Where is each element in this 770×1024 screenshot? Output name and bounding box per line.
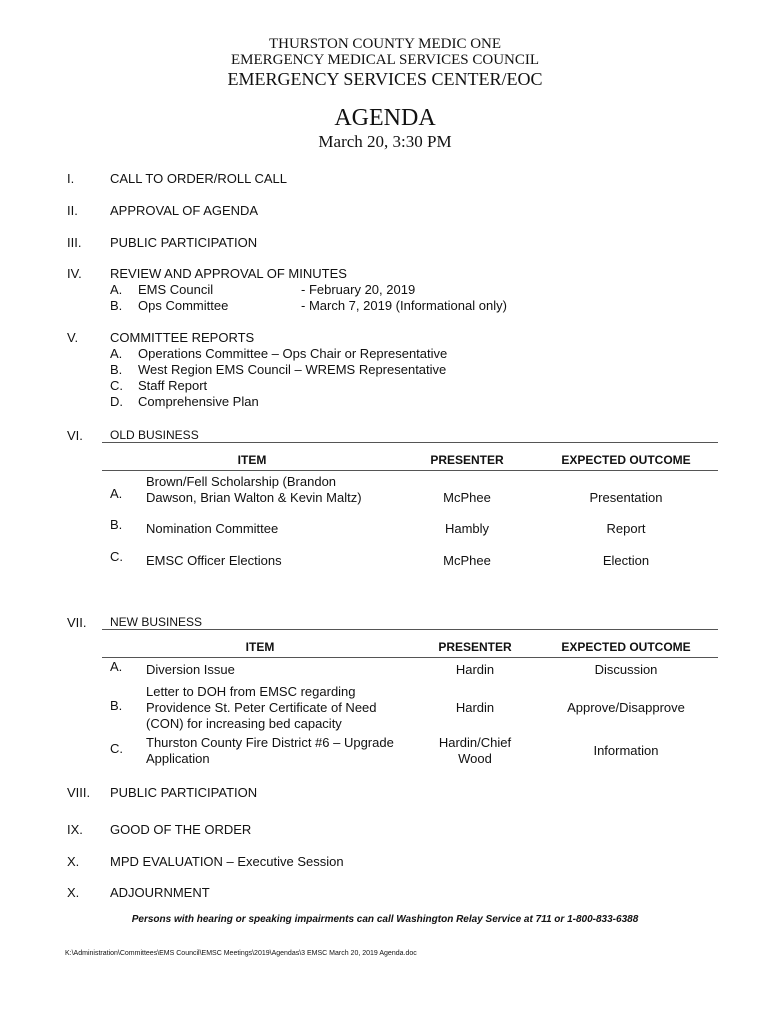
item-number: V. — [67, 330, 79, 345]
sub-letter: B. — [110, 298, 123, 313]
item-number: IX. — [67, 822, 83, 837]
item-review-minutes: REVIEW AND APPROVAL OF MINUTES — [110, 266, 347, 281]
row-item: Nomination Committee — [146, 521, 279, 536]
row-item: Brown/Fell Scholarship (Brandon — [146, 474, 337, 489]
row-outcome: Presentation — [589, 490, 663, 505]
item-number: X. — [67, 854, 80, 869]
item-number: IV. — [67, 266, 82, 281]
file-path: K:\Administration\Committees\EMS Council\EMSC Meetings\2019\Agendas\3 EMSC March 20, 2019 Agenda.doc — [65, 950, 417, 957]
item-number: II. — [67, 203, 78, 218]
report-wrems: West Region EMS Council – WREMS Representative — [138, 362, 447, 377]
location-name: EMERGENCY SERVICES CENTER/EOC — [227, 69, 543, 89]
row-item: Letter to DOH from EMSC regarding — [146, 684, 356, 699]
row-letter: B. — [110, 698, 123, 713]
row-outcome: Report — [606, 521, 646, 536]
col-header-presenter: PRESENTER — [430, 453, 504, 467]
sub-letter: A. — [110, 282, 123, 297]
sub-letter: C. — [110, 378, 123, 393]
row-item: EMSC Officer Elections — [146, 553, 282, 568]
row-presenter: Hambly — [444, 521, 490, 536]
col-header-item: ITEM — [237, 453, 267, 467]
sub-letter: A. — [110, 346, 123, 361]
row-presenter: McPhee — [443, 553, 491, 568]
meeting-date: March 20, 3:30 PM — [318, 132, 452, 151]
item-number: III. — [67, 235, 82, 250]
report-comprehensive-plan: Comprehensive Plan — [138, 394, 259, 409]
divider — [102, 657, 718, 658]
item-number: VII. — [67, 615, 87, 630]
row-item: (CON) for increasing bed capacity — [146, 716, 342, 731]
item-number: I. — [67, 171, 75, 186]
row-letter: C. — [110, 741, 123, 756]
item-number: VI. — [67, 428, 83, 443]
minutes-date: - February 20, 2019 — [301, 282, 416, 297]
row-presenter: Hardin/Chief — [438, 735, 512, 750]
row-item: Thurston County Fire District #6 – Upgrade — [146, 735, 394, 750]
row-item: Providence St. Peter Certificate of Need — [146, 700, 377, 715]
council-name: EMERGENCY MEDICAL SERVICES COUNCIL — [230, 52, 540, 68]
col-header-presenter: PRESENTER — [438, 640, 512, 654]
row-letter: A. — [110, 659, 123, 674]
row-outcome: Information — [593, 743, 659, 758]
minutes-ems-council: EMS Council — [138, 282, 214, 297]
minutes-date: - March 7, 2019 (Informational only) — [301, 298, 507, 313]
row-presenter: Hardin — [455, 700, 495, 715]
item-public-participation: PUBLIC PARTICIPATION — [110, 235, 258, 250]
col-header-outcome: EXPECTED OUTCOME — [561, 640, 691, 654]
org-name: THURSTON COUNTY MEDIC ONE — [268, 36, 502, 52]
accessibility-note: Persons with hearing or speaking impairments can call Washington Relay Service at 711 or 1-800-833-6388 — [131, 914, 639, 925]
row-letter: B. — [110, 517, 123, 532]
row-item: Dawson, Brian Walton & Kevin Maltz) — [146, 490, 362, 505]
divider — [102, 442, 718, 443]
item-adjournment: ADJOURNMENT — [110, 885, 210, 900]
item-number: VIII. — [67, 785, 91, 800]
page-title: AGENDA — [334, 105, 436, 131]
sub-letter: B. — [110, 362, 123, 377]
item-call-to-order: CALL TO ORDER/ROLL CALL — [110, 171, 288, 186]
item-public-participation-2: PUBLIC PARTICIPATION — [110, 785, 258, 800]
row-outcome: Election — [602, 553, 650, 568]
col-header-outcome: EXPECTED OUTCOME — [561, 453, 691, 467]
minutes-ops-committee: Ops Committee — [138, 298, 229, 313]
sub-letter: D. — [110, 394, 123, 409]
row-presenter: Wood — [458, 751, 492, 766]
item-approval-agenda: APPROVAL OF AGENDA — [110, 203, 259, 218]
item-mpd-evaluation: MPD EVALUATION – Executive Session — [110, 854, 344, 869]
section-new-business: NEW BUSINESS — [110, 615, 203, 629]
row-presenter: McPhee — [443, 490, 491, 505]
row-outcome: Discussion — [594, 662, 658, 677]
section-old-business: OLD BUSINESS — [110, 428, 199, 442]
item-number: X. — [67, 885, 80, 900]
report-staff: Staff Report — [138, 378, 208, 393]
row-letter: C. — [110, 549, 123, 564]
row-letter: A. — [110, 486, 123, 501]
item-committee-reports: COMMITTEE REPORTS — [110, 330, 255, 345]
report-operations: Operations Committee – Ops Chair or Representative — [138, 346, 448, 361]
row-item: Diversion Issue — [146, 662, 235, 677]
item-good-of-order: GOOD OF THE ORDER — [110, 822, 252, 837]
row-outcome: Approve/Disapprove — [567, 700, 685, 715]
divider — [102, 470, 718, 471]
row-presenter: Hardin — [455, 662, 495, 677]
col-header-item: ITEM — [245, 640, 275, 654]
divider — [102, 629, 718, 630]
row-item: Application — [146, 751, 210, 766]
